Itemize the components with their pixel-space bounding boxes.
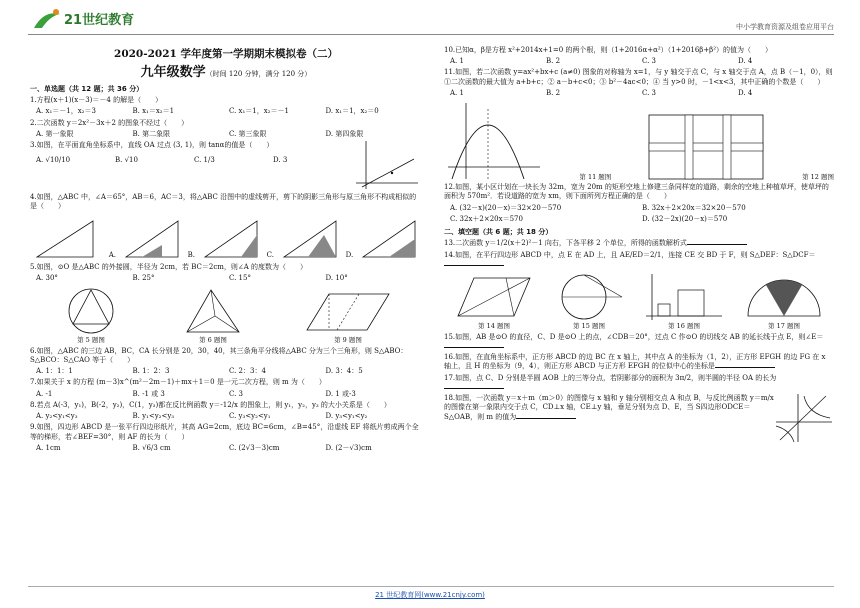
q10-options	[444, 57, 834, 66]
q2-option-b: B. 第二象限	[132, 129, 171, 138]
q4-figure-c	[280, 215, 340, 261]
figure-15	[554, 272, 624, 331]
q1-option-d: D. x₁＝1，x₂＝0	[325, 107, 379, 116]
figure-12-caption: 第 12 题图	[802, 172, 834, 181]
figure-14-parallelogram	[454, 272, 534, 322]
figure-17-caption: 第 17 题图	[768, 322, 800, 331]
figure-5-caption: 第 5 题图	[77, 336, 105, 345]
question-11: 11.如图，若二次函数 y=ax²+bx+c (a≠0) 图象的对称轴为 x=1，与 y 轴交于点 C，与 x 轴交于点 A，点 B（－1，0），则①二次函数的最大值为 a+b+c；② a－b+c<0；③ b²－4ac<0；④ 当 y>0 时，－1<x<3，其中正确的个数是（ ）	[444, 68, 833, 86]
q5-option-b: B. 25°	[132, 273, 155, 282]
q4-label-a: A.	[108, 251, 116, 260]
figure-16-caption: 第 16 题图	[668, 322, 700, 331]
question-2: 2.二次函数 y＝2x²－3x＋2 的图象不经过（ ）	[30, 118, 189, 127]
figure-11-caption: 第 11 题图	[579, 172, 612, 181]
q9-option-c: C. (2√3－3)cm	[229, 443, 280, 452]
figure-9	[303, 286, 393, 345]
q11-option-d: D. 4	[738, 88, 753, 97]
q14-blank[interactable]	[444, 260, 504, 266]
q11-option-a: A. 1	[450, 88, 464, 97]
q6-option-a: A. 1：1：1	[36, 367, 73, 376]
question-7: 7.如果关于 x 的方程 (m－3)x^(m²－2m－1)＋mx＋1＝0 是一元二次方程，则 m 为（ ）	[30, 378, 326, 387]
logo-text: 21世纪教育	[64, 13, 135, 28]
figure-15-circle	[554, 272, 624, 322]
question-4: 4.如图，△ABC 中，∠A＝65°，AB＝6，AC＝3，将△ABC 沿图中的虚线剪开，剪下的阴影三角形与原三角形不构成相似的是（ ）	[30, 193, 417, 211]
q9-option-b: B. √6/3 cm	[132, 443, 171, 452]
q5-option-c: C. 15°	[229, 273, 251, 282]
q5-q6-q9-figures	[30, 286, 422, 345]
q4-figure-d	[359, 215, 419, 261]
q7-option-a: A. -1	[36, 389, 53, 398]
q8-options	[30, 412, 422, 421]
q18-blank[interactable]	[516, 413, 576, 419]
section-fill-blank: 二、填空题（共 6 题；共 18 分）	[444, 228, 553, 237]
figure-15-caption: 第 15 题图	[573, 322, 605, 331]
question-18: 18.如图，一次函数 y＝x＋m（m＞0）的图像与 x 轴和 y 轴分别相交点 A 和点 B，与反比例函数 y＝m/x 的图像在第一象限内交于点 C，CD⊥x 轴，CE⊥y 轴，垂足分别为点 D、E，当 S四边形ODCE＝S△OAB，则 m 的值为	[444, 394, 774, 421]
q10-option-a: A. 1	[450, 57, 464, 66]
paper-subject: 九年级数学（时间 120 分钟，满分 120 分）	[140, 64, 312, 80]
q9-options	[30, 444, 422, 453]
q9-option-a: A. 1cm	[36, 443, 61, 452]
q2-options	[30, 130, 422, 139]
q6-option-b: B. 1：2：3	[132, 367, 170, 376]
q1-option-a: A. x₁＝－1，x₂＝3	[36, 107, 96, 116]
q8-option-b: B. y₁<y₂<y₃	[132, 412, 175, 421]
q8-option-c: C. y₃<y₂<y₁	[229, 412, 271, 421]
q4-label-c: C.	[266, 251, 274, 260]
q17-blank[interactable]	[444, 383, 504, 389]
q1-option-b: B. x₁＝x₂＝1	[132, 107, 175, 116]
paper-title: 2020-2021 学年度第一学期期末模拟卷（二）	[114, 48, 338, 60]
question-5: 5.如图，⊙O 是△ABC 的外接圆，半径为 2cm，若 BC＝2cm，则∠A 的度数为（ ）	[30, 262, 308, 271]
footer-divider	[28, 586, 834, 587]
figure-17-semicircle	[744, 272, 824, 322]
page-header	[0, 0, 860, 40]
figure-6	[181, 286, 245, 345]
q10-option-c: C. 3	[642, 57, 657, 66]
question-10: 10.已知α，β是方程 x²+2014x+1=0 的两个根，则（1+2016α+α²）（1+2016β+β²）的值为（ ）	[444, 46, 773, 54]
figure-18-graph	[774, 392, 834, 444]
figure-14-caption: 第 14 题图	[478, 322, 510, 331]
figure-16-squares	[644, 272, 724, 322]
q7-option-d: D. 1 或-3	[325, 389, 356, 398]
figure-16	[644, 272, 724, 331]
q7-option-b: B. -1 或 3	[132, 389, 165, 398]
figure-14	[454, 272, 534, 331]
q6-option-c: C. 2：3：4	[229, 367, 266, 376]
q1-option-c: C. x₁＝1，x₂＝－1	[229, 107, 289, 116]
q2-option-d: D. 第四象限	[325, 129, 364, 138]
q1-options	[30, 107, 422, 116]
q11-option-b: B. 2	[546, 88, 561, 97]
q6-options	[30, 367, 422, 376]
q3-option-b: B. √10	[115, 156, 138, 165]
q4-figure-a	[122, 215, 182, 261]
q12-options-row2	[444, 215, 834, 224]
question-9: 9.如图，四边形 ABCD 是一张平行四边形纸片，其高 AG=2cm，底边 BC=6cm，∠B=45°，沿虚线 EF 将纸片剪成两个全等的梯形，若∠BEF=30°，则 AF 的长为（ ）	[30, 423, 419, 441]
q15-blank[interactable]	[444, 342, 504, 348]
q5-option-a: A. 30°	[36, 273, 58, 282]
question-12: 12.如图，某小区计划在一块长为 32m，宽为 20m 的矩形空地上修建三条同样宽的道路，剩余的空地上种植草坪，使草坪的面积为 570m²．若设道路的宽为 xm，则下面所列方程正确的是（ ）	[444, 183, 829, 201]
q13-blank[interactable]	[687, 239, 747, 245]
figure-12-grid	[647, 109, 767, 181]
q8-option-d: D. y₃<y₁<y₂	[325, 412, 368, 421]
q7-option-c: C. 3	[229, 389, 244, 398]
question-3: 3.如图，在平面直角坐标系中，直线 OA 过点 (3, 1)，则 tanα的值是（ ）	[30, 141, 274, 150]
q8-option-a: A. y₂<y₁<y₃	[36, 412, 78, 421]
q11-options	[444, 89, 834, 98]
q3-option-a: A. √10/10	[36, 156, 71, 165]
q4-figures	[30, 215, 422, 261]
q5-options	[30, 274, 422, 283]
q9-option-d: D. (2－√3)cm	[325, 443, 372, 452]
figure-6-caption: 第 6 题图	[199, 336, 227, 345]
question-14: 14.如图，在平行四边形 ABCD 中，点 E 在 AD 上，且 AE/ED＝2/1，连接 CE 交 BD 于 F，则 S△DEF：S△DCF＝	[444, 251, 834, 269]
q12-option-d: D. (32－2x)(20－x)＝570	[642, 214, 728, 223]
header-platform-text: 中小学教育资源及组卷应用平台	[736, 23, 834, 31]
q10-option-b: B. 2	[546, 57, 561, 66]
q3-options	[30, 156, 352, 165]
q3-option-d: D. 3	[273, 156, 288, 165]
q12-options-row1	[444, 204, 834, 213]
question-15: 15.如图，AB 是⊙O 的直径，C、D 是⊙O 上的点，∠CDB＝20°，过点 C 作⊙O 的切线交 AB 的延长线于点 E，则∠E＝	[444, 333, 834, 351]
q11-q12-figures	[444, 101, 834, 181]
figure-9-parallelogram	[303, 286, 393, 336]
q6-option-d: D. 3：4：5	[325, 367, 363, 376]
q4-label-d: D.	[345, 251, 354, 260]
q3-line-figure	[352, 139, 422, 191]
right-column	[444, 44, 834, 444]
header-divider	[28, 34, 834, 35]
left-column	[30, 44, 422, 453]
q12-option-b: B. 32x＋2×20x＝32×20－570	[642, 203, 746, 212]
footer-link[interactable]: 21 世纪教育网(www.21cnjy.com)	[375, 591, 485, 599]
paper-subject-note: （时间 120 分钟，满分 120 分）	[205, 69, 312, 78]
section-single-choice: 一、单选题（共 12 题；共 36 分）	[30, 85, 144, 94]
figure-11-parabola	[444, 101, 544, 181]
question-13: 13.二次函数 y＝1/2(x＋2)²－1 向右，下各平移 2 个单位，所得的函数解析式	[444, 239, 834, 248]
q4-original-triangle	[33, 215, 103, 261]
figure-9-caption: 第 9 题图	[334, 336, 362, 345]
figure-17	[744, 272, 824, 331]
q2-option-c: C. 第三象限	[229, 129, 267, 138]
figure-6-triangle	[181, 286, 245, 336]
question-16: 16.如图，在直角坐标系中，正方形 ABCD 的边 BC 在 x 轴上，其中点 A 的坐标为（1，2），正方形 EFGH 的边 FG 在 x 轴上，且 H 的坐标为（9，4），则正方形 ABCD 与正方形 EFGH 的位似中心的坐标是	[444, 353, 826, 371]
question-1: 1.方程(x＋1)(x－3)＝－4 的解是（ ）	[30, 96, 163, 105]
figure-5	[59, 286, 123, 345]
q14-q17-figures	[444, 272, 834, 331]
figure-5-circle	[59, 286, 123, 336]
q3-option-c: C. 1/3	[194, 156, 215, 165]
q10-option-d: D. 4	[738, 57, 753, 66]
q4-label-b: B.	[187, 251, 195, 260]
q5-option-d: D. 10°	[325, 273, 348, 282]
q12-option-c: C. 32x＋2×20x＝570	[450, 214, 523, 223]
q12-option-a: A. (32－x)(20－x)＝32×20－570	[450, 203, 562, 212]
q11-option-c: C. 3	[642, 88, 657, 97]
q4-figure-b	[201, 215, 261, 261]
question-17: 17.如图，点 C、D 分别是半圆 AOB 上的三等分点，若阴影部分的面积为 3π/2，则半圆的半径 OA 的长为	[444, 374, 834, 392]
q7-options	[30, 390, 422, 399]
q2-option-a: A. 第一象限	[36, 129, 74, 138]
q16-blank[interactable]	[715, 362, 775, 368]
question-6: 6.如图，△ABC 的三边 AB，BC，CA 长分别是 20，30，40，其三条角平分线将△ABC 分为三个三角形，则 S△ABO：S△BCO：S△CAO 等于（ ）	[30, 346, 408, 364]
question-8: 8.若点 A(-3，y₁)，B(-2，y₂)，C(1，y₃)都在反比例函数 y＝-12/x 的图象上，则 y₁，y₂，y₃ 的大小关系是（ ）	[30, 400, 391, 409]
